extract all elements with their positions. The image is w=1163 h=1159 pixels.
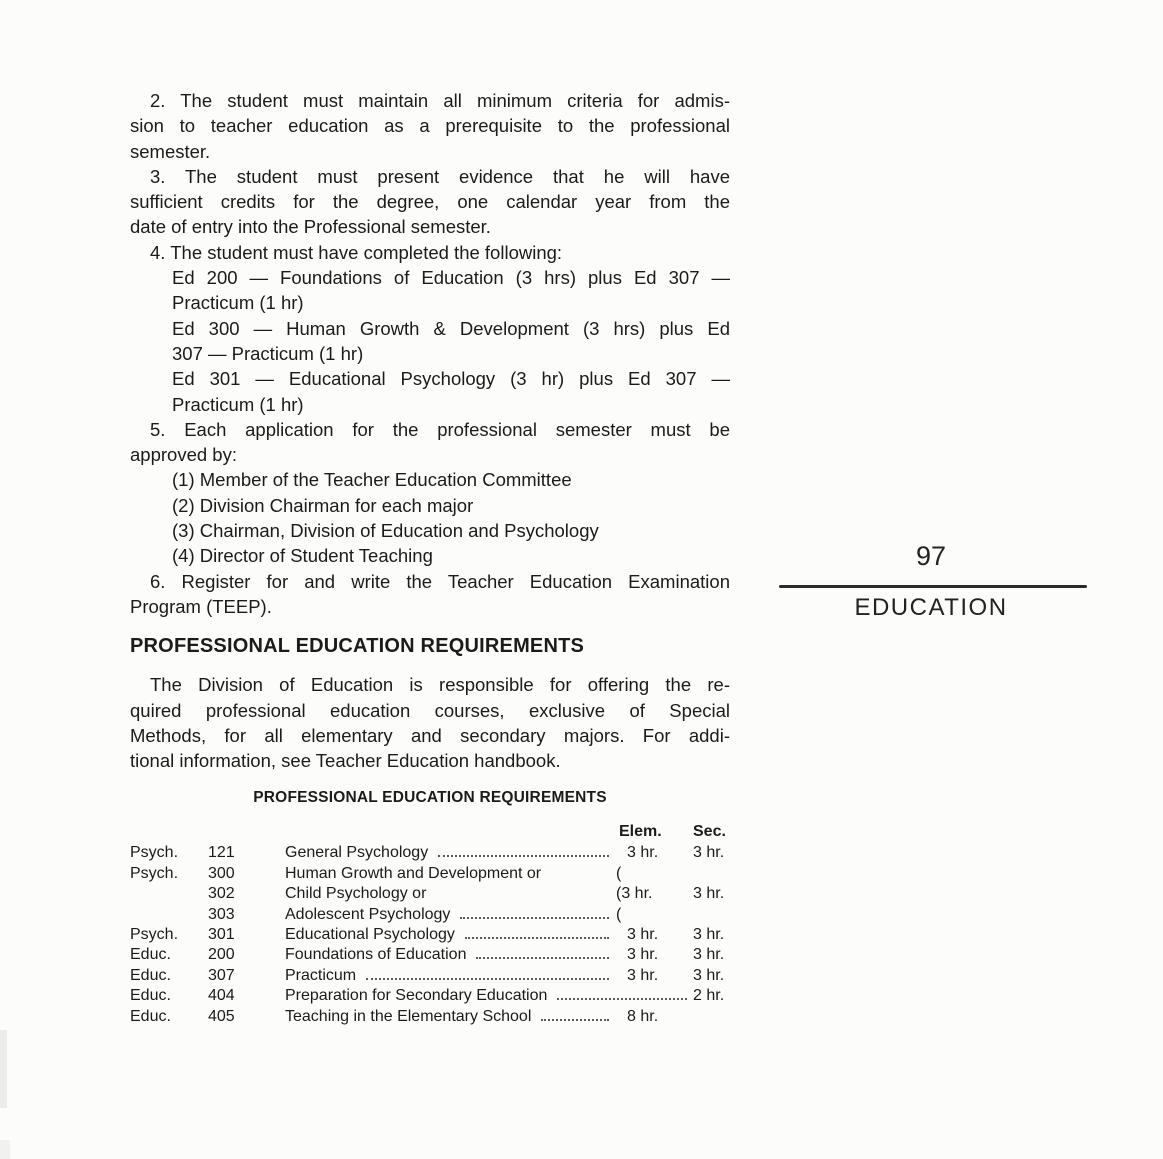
text-line: 3. The student must present evidence that he will have: [150, 165, 730, 187]
cell-department: Psych.: [130, 844, 179, 862]
course-title-text: Preparation for Secondary Education: [285, 987, 548, 1005]
dot-leader: [541, 1019, 609, 1021]
section-heading: PROFESSIONAL EDUCATION REQUIREMENTS: [130, 635, 585, 658]
text-line: semester.: [130, 140, 211, 162]
cell-elem-hours: (: [616, 905, 622, 923]
course-title-text: Educational Psychology: [285, 925, 455, 943]
cell-elem-hours: (3 hr.: [616, 885, 653, 903]
course-title-text: Practicum: [285, 966, 357, 984]
header-num-spacer: [208, 821, 285, 843]
header-elem: Elem.: [619, 823, 662, 841]
cell-course-title: [285, 843, 615, 863]
text-line: date of entry into the Professional semester.: [130, 216, 491, 238]
dot-leader: [366, 978, 609, 980]
cell-course-number: 404: [208, 987, 235, 1005]
text-line: 5. Each application for the professional semester must be: [150, 418, 730, 440]
cell-sec-hours: 3 hr.: [693, 885, 725, 903]
dot-leader: [460, 917, 609, 919]
cell-sec-hours: 3 hr.: [693, 925, 725, 943]
dot-leader: [465, 937, 609, 939]
text-line: Methods, for all elementary and secondary majors. For addi-: [130, 724, 730, 746]
cell-department: Educ.: [130, 966, 171, 984]
cell-sec-hours: 3 hr.: [693, 966, 725, 984]
table-row: [130, 925, 730, 945]
text-line: The Division of Education is responsible for offering the re-: [150, 674, 730, 696]
dot-leader: [557, 998, 687, 1000]
table-header-row: [130, 821, 730, 843]
header-sec: Sec.: [693, 823, 726, 841]
cell-sec-hours: 2 hr.: [693, 987, 725, 1005]
dot-leader: [438, 855, 609, 857]
dot-leader: [476, 957, 609, 959]
text-line: (2) Division Chairman for each major: [172, 494, 474, 516]
body-lines: [130, 88, 730, 619]
text-line: 4. The student must have completed the following:: [150, 241, 563, 263]
cell-elem-hours: 8 hr.: [627, 1007, 659, 1025]
cell-department: Psych.: [130, 864, 179, 882]
cell-course-title: [285, 864, 615, 884]
course-title-text: General Psychology: [285, 844, 429, 862]
cell-sec-hours: 3 hr.: [693, 946, 725, 964]
course-title-text: Teaching in the Elementary School: [285, 1007, 532, 1025]
text-line: Practicum (1 hr): [172, 393, 304, 415]
cell-course-title: [285, 925, 615, 945]
text-line: (4) Director of Student Teaching: [172, 545, 433, 567]
cell-sec-hours: 3 hr.: [693, 844, 725, 862]
cell-elem-hours: 3 hr.: [627, 925, 659, 943]
course-title-text: Foundations of Education: [285, 946, 467, 964]
text-line: Ed 200 — Foundations of Education (3 hrs) plus Ed 307 —: [172, 267, 730, 289]
table-row: [130, 966, 730, 986]
text-line: (1) Member of the Teacher Education Committee: [172, 469, 572, 491]
table-row: [130, 884, 730, 904]
cell-course-number: 301: [208, 925, 235, 943]
cell-course-title: [285, 945, 615, 965]
cell-elem-hours: 3 hr.: [627, 946, 659, 964]
cell-course-title: [285, 905, 615, 925]
scan-artifact: [0, 1140, 10, 1159]
table-row: [130, 843, 730, 863]
text-line: quired professional education courses, exclusive of Special: [130, 699, 730, 721]
course-title-text: Adolescent Psychology: [285, 905, 451, 923]
cell-department: Educ.: [130, 987, 171, 1005]
text-line: 307 — Practicum (1 hr): [172, 342, 364, 364]
cell-course-number: 300: [208, 864, 235, 882]
page-number: 97: [915, 541, 947, 571]
cell-course-number: 405: [208, 1007, 235, 1025]
cell-elem-hours: 3 hr.: [627, 966, 659, 984]
section-label: EDUCATION: [854, 594, 1008, 621]
text-line: sufficient credits for the degree, one calendar year from the: [130, 191, 730, 213]
cell-course-title: [285, 884, 615, 904]
cell-course-title: [285, 986, 693, 1006]
cell-department: Psych.: [130, 925, 179, 943]
text-column: [130, 88, 730, 1027]
table-row: [130, 864, 730, 884]
table-body: [130, 843, 730, 1027]
header-title-spacer: [285, 821, 615, 843]
cell-elem-hours: (: [616, 864, 622, 882]
table-row: [130, 1007, 730, 1027]
cell-course-number: 303: [208, 905, 235, 923]
cell-course-number: 121: [208, 844, 235, 862]
text-line: Ed 300 — Human Growth & Development (3 hrs) plus Ed: [172, 317, 730, 339]
text-line: 2. The student must maintain all minimum criteria for admis-: [150, 90, 730, 111]
cell-course-title: [285, 1007, 615, 1027]
cell-department: Educ.: [130, 1007, 171, 1025]
table-row: [130, 945, 730, 965]
table-row: [130, 905, 730, 925]
text-line: Ed 301 — Educational Psychology (3 hr) plus Ed 307 —: [172, 368, 730, 390]
cell-course-number: 302: [208, 885, 235, 903]
divider-rule: [779, 585, 1087, 588]
table-row: [130, 986, 730, 1006]
course-title-text: Human Growth and Development or: [285, 864, 542, 882]
header-dept-spacer: [130, 821, 208, 843]
scan-artifact: [0, 1030, 7, 1108]
text-line: 6. Register for and write the Teacher Education Examination: [150, 570, 730, 592]
course-requirements-table: [130, 821, 730, 1027]
intro-lines: [130, 672, 730, 773]
cell-course-number: 307: [208, 966, 235, 984]
cell-elem-hours: 3 hr.: [627, 844, 659, 862]
text-line: sion to teacher education as a prerequisite to the professional: [130, 115, 730, 137]
text-line: tional information, see Teacher Education handbook.: [130, 750, 561, 772]
table-caption: PROFESSIONAL EDUCATION REQUIREMENTS: [253, 789, 607, 807]
course-title-text: Child Psychology or: [285, 885, 427, 903]
cell-course-number: 200: [208, 946, 235, 964]
cell-course-title: [285, 966, 615, 986]
cell-department: Educ.: [130, 946, 171, 964]
text-line: Practicum (1 hr): [172, 292, 304, 314]
text-line: Program (TEEP).: [130, 595, 272, 617]
text-line: (3) Chairman, Division of Education and Psychology: [172, 520, 599, 542]
text-line: approved by:: [130, 444, 237, 466]
